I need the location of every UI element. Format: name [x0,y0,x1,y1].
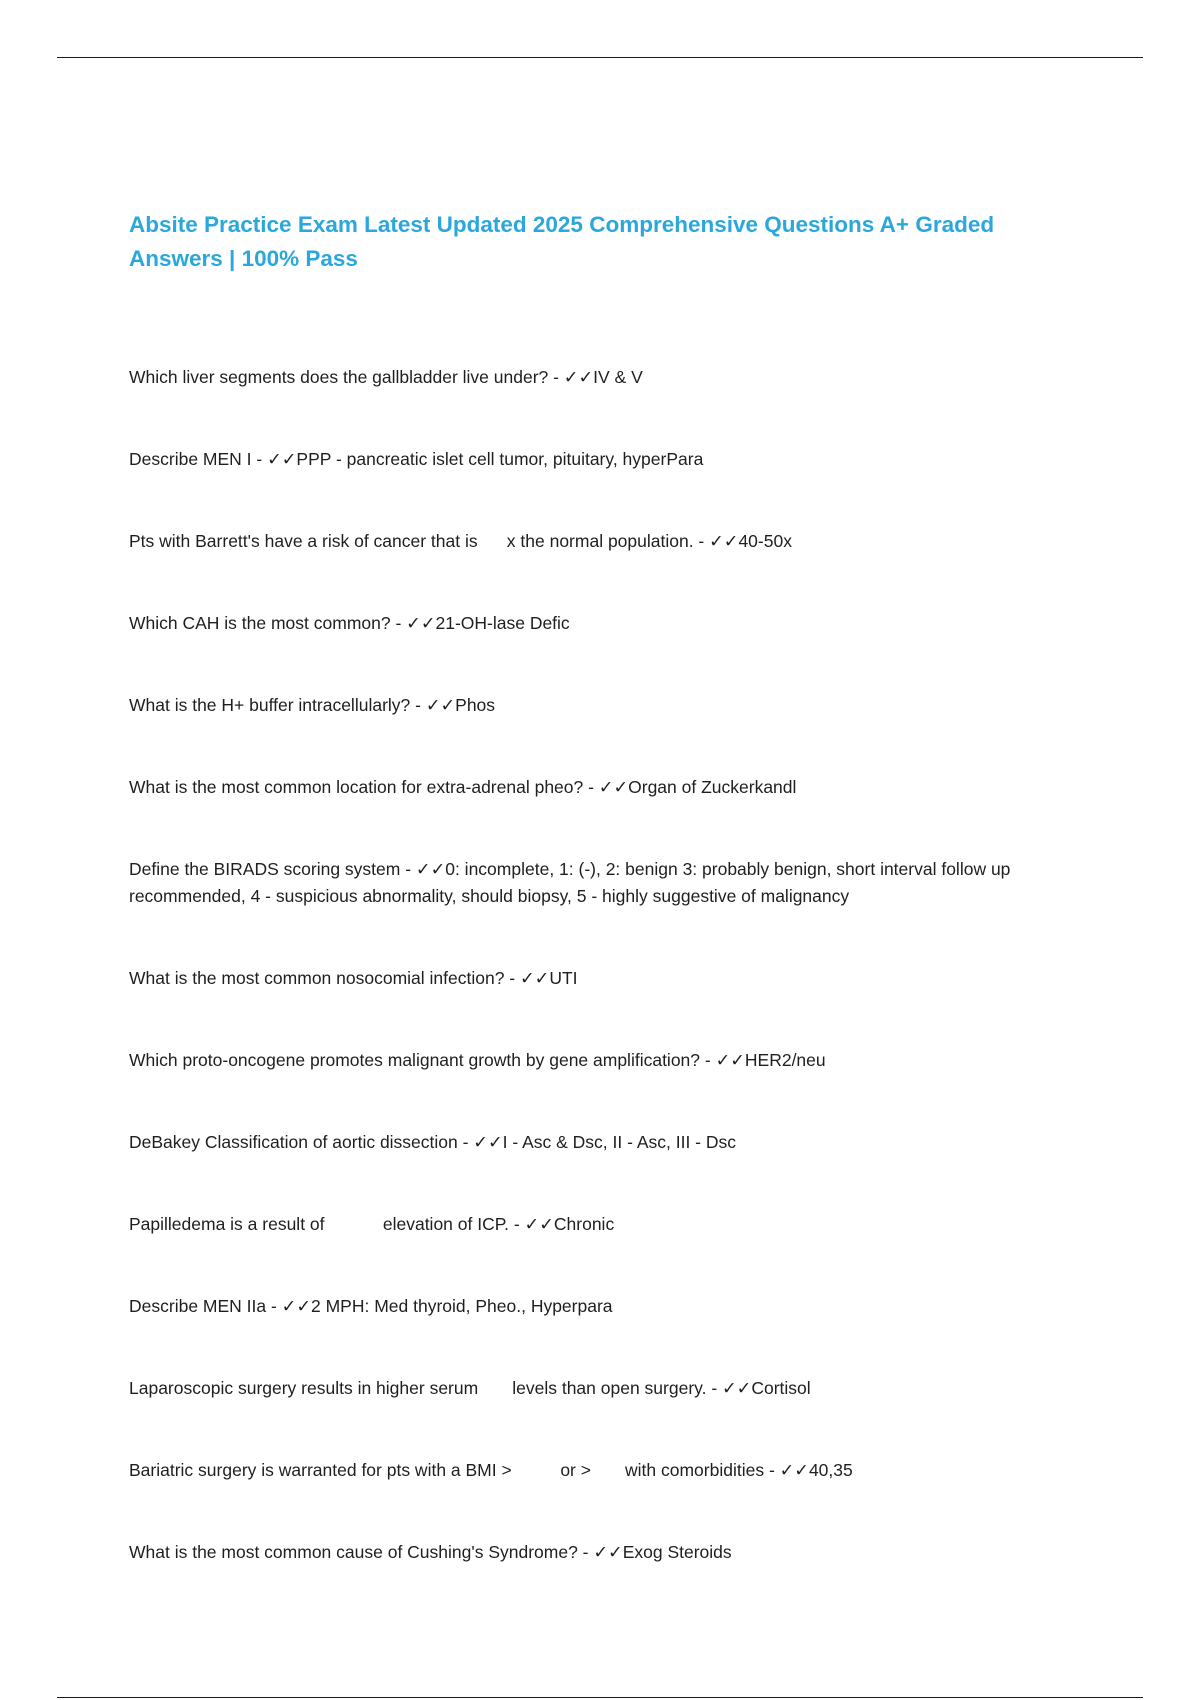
qa-item: Pts with Barrett's have a risk of cancer that is x the normal population. - ✓✓40-50x [129,531,792,551]
qa-item: Which liver segments does the gallbladder live under? - ✓✓IV & V [129,367,643,387]
footer-rule [57,1697,1143,1698]
qa-item: What is the most common location for extra-adrenal pheo? - ✓✓Organ of Zuckerkandl [129,777,797,797]
qa-item: DeBakey Classification of aortic dissection - ✓✓I - Asc & Dsc, II - Asc, III - Dsc [129,1132,736,1152]
qa-item: Which CAH is the most common? - ✓✓21-OH-lase Defic [129,613,570,633]
document-title: Absite Practice Exam Latest Updated 2025 Comprehensive Questions A+ Graded Answers | 100% Pass [129,212,995,271]
qa-item: Which proto-oncogene promotes malignant growth by gene amplification? - ✓✓HER2/neu [129,1050,826,1070]
header-rule [57,57,1143,58]
qa-item: Describe MEN IIa - ✓✓2 MPH: Med thyroid, Pheo., Hyperpara [129,1296,613,1316]
qa-item: Define the BIRADS scoring system - ✓✓0: incomplete, 1: (-), 2: benign 3: probably benign, short interval follow up recommended, 4 - suspicious abnormality, should biopsy, 5 - highly suggestive of malignancy [129,859,1016,906]
qa-item: Papilledema is a result of elevation of ICP. - ✓✓Chronic [129,1214,615,1234]
qa-item: Describe MEN I - ✓✓PPP - pancreatic islet cell tumor, pituitary, hyperPara [129,449,704,469]
qa-item: Laparoscopic surgery results in higher serum levels than open surgery. - ✓✓Cortisol [129,1378,811,1398]
qa-item: What is the H+ buffer intracellularly? - ✓✓Phos [129,695,496,715]
qa-item: Bariatric surgery is warranted for pts with a BMI > or > with comorbidities - ✓✓40,35 [129,1460,853,1480]
qa-item: What is the most common cause of Cushing's Syndrome? - ✓✓Exog Steroids [129,1542,732,1562]
qa-item: What is the most common nosocomial infection? - ✓✓UTI [129,968,578,988]
